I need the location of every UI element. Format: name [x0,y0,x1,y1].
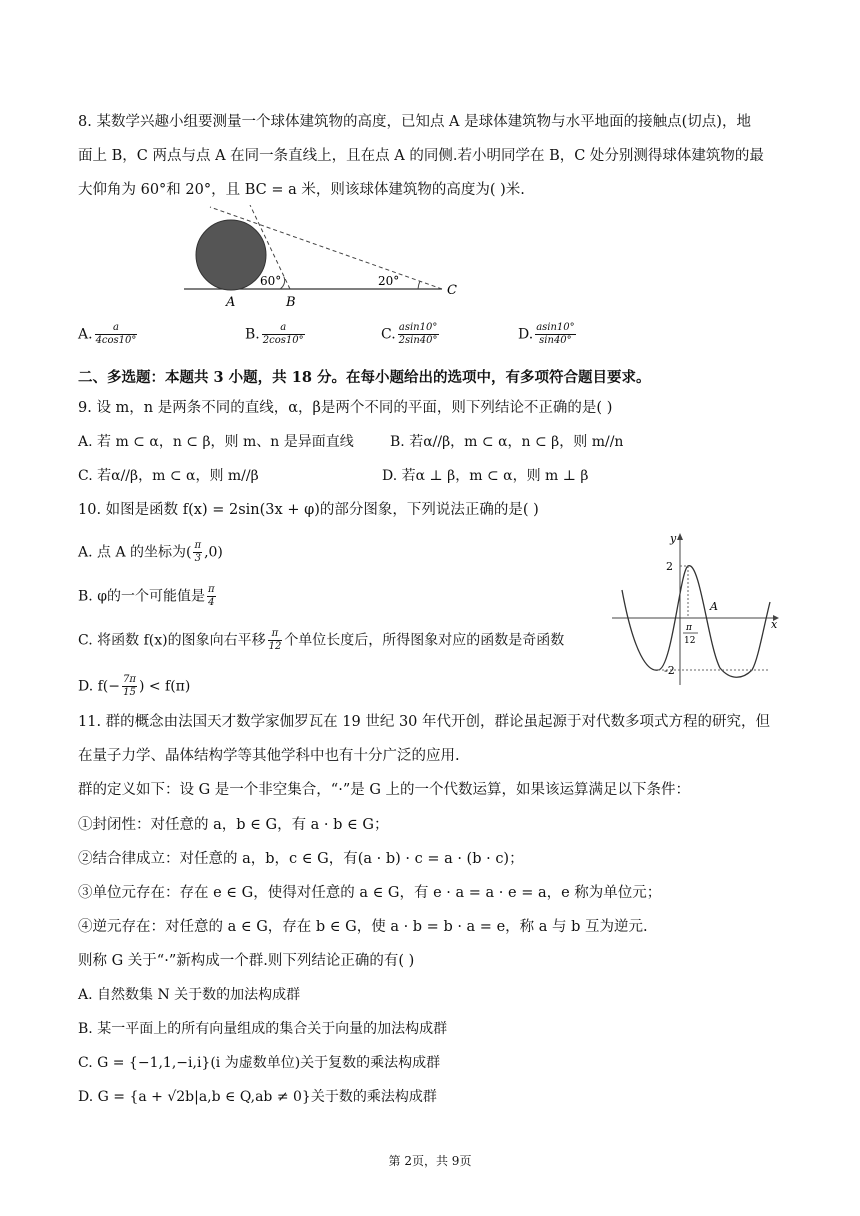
q8-option-d[interactable]: D. $\frac{asin10^\circ}{\sin 40^\circ}$ [518,322,575,346]
q11-condition-identity: ③单位元存在：存在 e ∈ G，使得对任意的 a ∈ G，有 e · a = a · e = a，e 称为单位元； [78,885,662,901]
y-axis-label: y [670,532,677,545]
q8-option-b[interactable]: B. $\frac{a}{2\cos 10^\circ}$ [245,322,304,346]
q8-option-a[interactable]: A. $\frac{a}{4\cos 10^\circ}$ [78,322,137,346]
q10-option-c[interactable]: C. 将函数 f(x)的图象向右平移 $\frac{\pi}{12}$ 个单位长度后，所得图象对应的函数是奇函数 [78,628,565,652]
min-value-label: -2 [664,664,675,677]
q11-condition-closure: ①封闭性：对任意的 a，b ∈ G，有 a · b ∈ G； [78,817,389,833]
q10-option-a[interactable]: A. 点 A 的坐标为( $\frac{\pi}{3}$ ,0) [78,540,223,564]
q11-option-c[interactable]: C. G = {−1,1,−i,i}(i 为虚数单位)关于复数的乘法构成群 [78,1055,441,1071]
tick-numerator: π [686,623,692,633]
q11-option-b[interactable]: B. 某一平面上的所有向量组成的集合关于向量的加法构成群 [78,1021,448,1037]
q9-option-b[interactable]: B. 若α//β，m ⊂ α，n ⊂ β，则 m//n [390,434,624,450]
q11-condition-inverse: ④逆元存在：对任意的 a ∈ G，存在 b ∈ G，使 a · b = b · a = e，称 a 与 b 互为逆元. [78,919,648,935]
q11-option-d[interactable]: D. G = {a + √2b|a,b ∈ Q,ab ≠ 0}关于数的乘法构成群 [78,1089,437,1105]
q8-stem-line-1: 8. 某数学兴趣小组要测量一个球体建筑物的高度，已知点 A 是球体建筑物与水平地面的接触点(切点)，地 [78,114,751,130]
q9-option-d[interactable]: D. 若α ⊥ β，m ⊂ α，则 m ⊥ β [382,468,589,484]
q10-sine-graph [608,530,783,690]
q11-question: 则称 G 关于“·”新构成一个群.则下列结论正确的有( ) [78,953,415,969]
point-label-c: C [447,283,457,298]
point-label-b: B [286,295,296,310]
sphere [196,220,266,290]
q8-stem-line-2: 面上 B，C 两点与点 A 在同一条直线上，且在点 A 的同侧.若小明同学在 B，C 处分别测得球体建筑物的最 [78,148,764,164]
angle-label-20: 20° [378,274,400,288]
angle-arc-20 [418,281,420,289]
q10-option-b[interactable]: B. φ的一个可能值是 $\frac{\pi}{4}$ [78,584,215,608]
sine-curve [622,566,770,678]
point-a-label: A [710,600,718,613]
section-heading-multiple-choice: 二、多选题：本题共 3 小题，共 18 分。在每小题给出的选项中，有多项符合题目要求。 [78,369,651,386]
angle-label-60: 60° [260,274,282,288]
x-axis-label: x [771,618,778,631]
point-label-a: A [226,295,236,310]
q8-option-c[interactable]: C. $\frac{asin10^\circ}{2\sin 40^\circ}$ [381,322,438,346]
y-axis-arrow [677,533,683,540]
q11-option-a[interactable]: A. 自然数集 N 关于数的加法构成群 [78,987,301,1003]
tick-denominator: 12 [684,636,696,646]
q10-stem: 10. 如图是函数 f(x) = 2sin(3x + φ)的部分图象，下列说法正确的是( ) [78,502,539,518]
q9-option-c[interactable]: C. 若α//β，m ⊂ α，则 m//β [78,468,259,484]
q8-sphere-figure [180,205,470,310]
q11-definition-intro: 群的定义如下：设 G 是一个非空集合，“·”是 G 上的一个代数运算，如果该运算满足以下条件： [78,782,691,798]
max-value-label: 2 [666,560,673,573]
q8-stem-line-3: 大仰角为 60°和 20°，且 BC = a 米，则该球体建筑物的高度为( )米. [78,182,525,198]
q9-stem: 9. 设 m，n 是两条不同的直线，α，β是两个不同的平面，则下列结论不正确的是( ) [78,400,613,416]
q9-option-a[interactable]: A. 若 m ⊂ α，n ⊂ β，则 m、n 是异面直线 [78,434,354,450]
q11-condition-associativity: ②结合律成立：对任意的 a，b，c ∈ G，有(a · b) · c = a · (b · c)； [78,851,524,867]
page-footer: 第 2页，共 9页 [388,1154,472,1168]
q11-stem-line-2: 在量子力学、晶体结构学等其他学科中也有十分广泛的应用. [78,748,460,764]
q11-stem-line-1: 11. 群的概念由法国天才数学家伽罗瓦在 19 世纪 30 年代开创，群论虽起源于对代数多项式方程的研究，但 [78,714,771,730]
q10-option-d[interactable]: D. f(− $\frac{7\pi}{15}$ ) < f(π) [78,674,191,698]
